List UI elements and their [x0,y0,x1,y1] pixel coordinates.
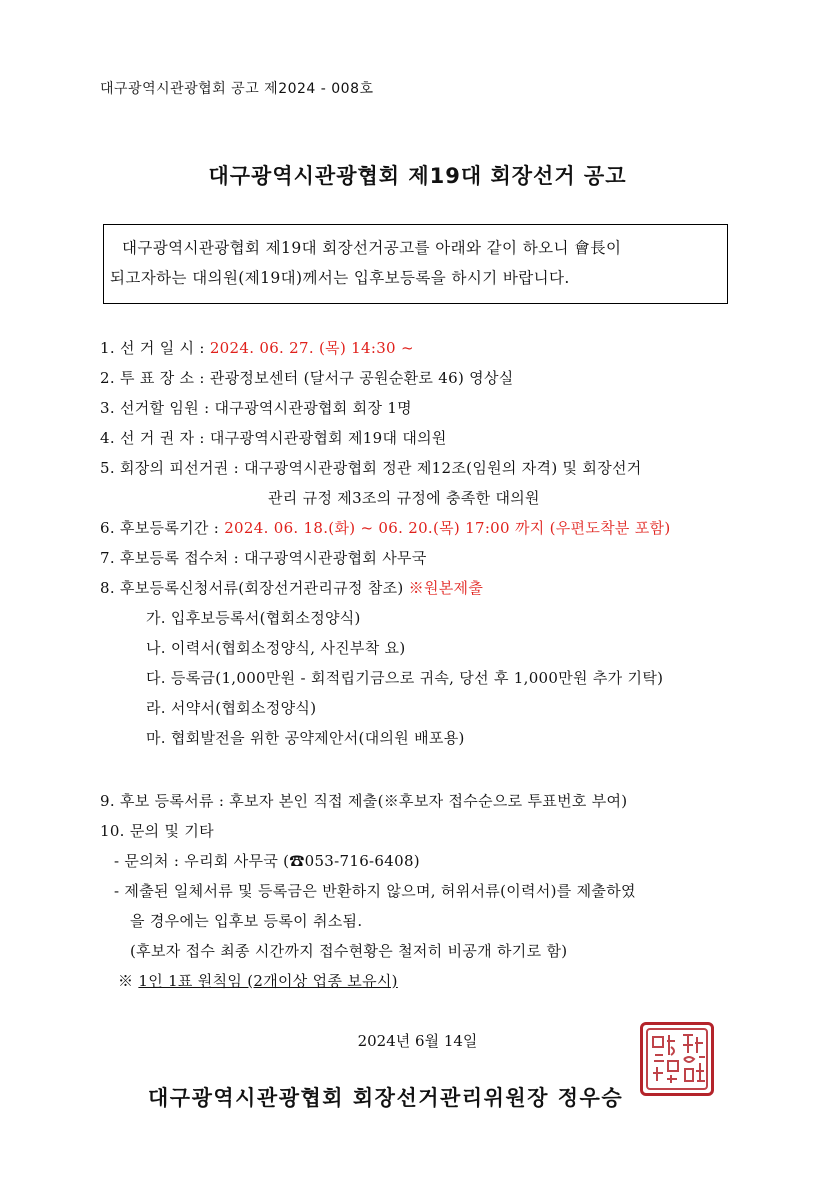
notice-date: 2024년 6월 14일 [357,1032,478,1050]
item-8-note: ※원본제출 [408,579,484,597]
document-sub-item: 라. 서약서(협회소정양식) [146,699,317,717]
document-sub-item: 마. 협회발전을 위한 공약제안서(대의원 배포용) [146,729,465,747]
item-office: 3. 선거할 임원 : 대구광역시관광협회 회장 1명 [100,399,412,417]
item-documents [100,577,483,598]
item-registration-office: 7. 후보등록 접수처 : 대구광역시관광협회 사무국 [100,549,427,567]
page-title: 대구광역시관광협회 제19대 회장선거 공고 [208,164,627,188]
document-sub-item: 다. 등록금(1,000만원 - 회적립기금으로 귀속, 당선 후 1,000만원 추가 기탁) [146,669,664,687]
notice-number: 대구광역시관광협회 공고 제2024 - 008호 [100,81,374,97]
one-vote-rule [118,970,398,991]
rule-text: 1인 1표 원칙임 (2개이상 업종 보유시) [138,972,398,990]
signer-name: 대구광역시관광협회 회장선거관리위원장 정우승 [148,1085,624,1110]
document-sub-item: 가. 입후보등록서(협회소정양식) [146,609,361,627]
item-eligibility-line-2: 관리 규정 제3조의 규정에 충족한 대의원 [268,489,540,507]
inquiry-note-line-1: - 제출된 일체서류 및 등록금은 반환하지 않으며, 허위서류(이력서)를 제출하였 [114,882,636,900]
item-6-value: 2024. 06. 18.(화) ~ 06. 20.(목) 17:00 까지 (우편도착분 포함) [224,519,671,537]
item-election-date [100,337,414,358]
item-6-label: 6. 후보등록기간 : [100,519,225,537]
inquiry-contact: - 문의처 : 우리회 사무국 (☎053-716-6408) [114,852,420,870]
rule-mark: ※ [118,972,139,990]
inquiry-note-line-2: 을 경우에는 입후보 등록이 취소됨. [130,912,363,930]
item-eligibility-line-1: 5. 회장의 피선거권 : 대구광역시관광협회 정관 제12조(임원의 자격) 및 회장선거 [100,459,642,477]
item-1-value: 2024. 06. 27. (목) 14:30 ~ [209,339,414,357]
item-8-label: 8. 후보등록신청서류(회장선거관리규정 참조) [100,579,409,597]
item-inquiry: 10. 문의 및 기타 [100,822,214,840]
intro-line-2: 되고자하는 대의원(제19대)께서는 입후보등록을 하시기 바랍니다. [110,269,570,287]
item-1-label: 1. 선 거 일 시 : [100,339,210,357]
intro-line-1: 대구광역시관광협회 제19대 회장선거공고를 아래와 같이 하오니 會長이 [122,239,622,257]
intro-box [103,224,728,304]
inquiry-note-line-3: (후보자 접수 최종 시간까지 접수현황은 철저히 비공개 하기로 함) [130,942,568,960]
item-registration-period [100,517,671,538]
item-voters: 4. 선 거 권 자 : 대구광역시관광협회 제19대 대의원 [100,429,447,447]
item-voting-place: 2. 투 표 장 소 : 관광정보센터 (달서구 공원순환로 46) 영상실 [100,369,514,387]
item-submission: 9. 후보 등록서류 : 후보자 본인 직접 제출(※후보자 접수순으로 투표번호 부여) [100,792,628,810]
official-seal-icon [640,1022,714,1096]
document-sub-item: 나. 이력서(협회소정양식, 사진부착 요) [146,639,406,657]
